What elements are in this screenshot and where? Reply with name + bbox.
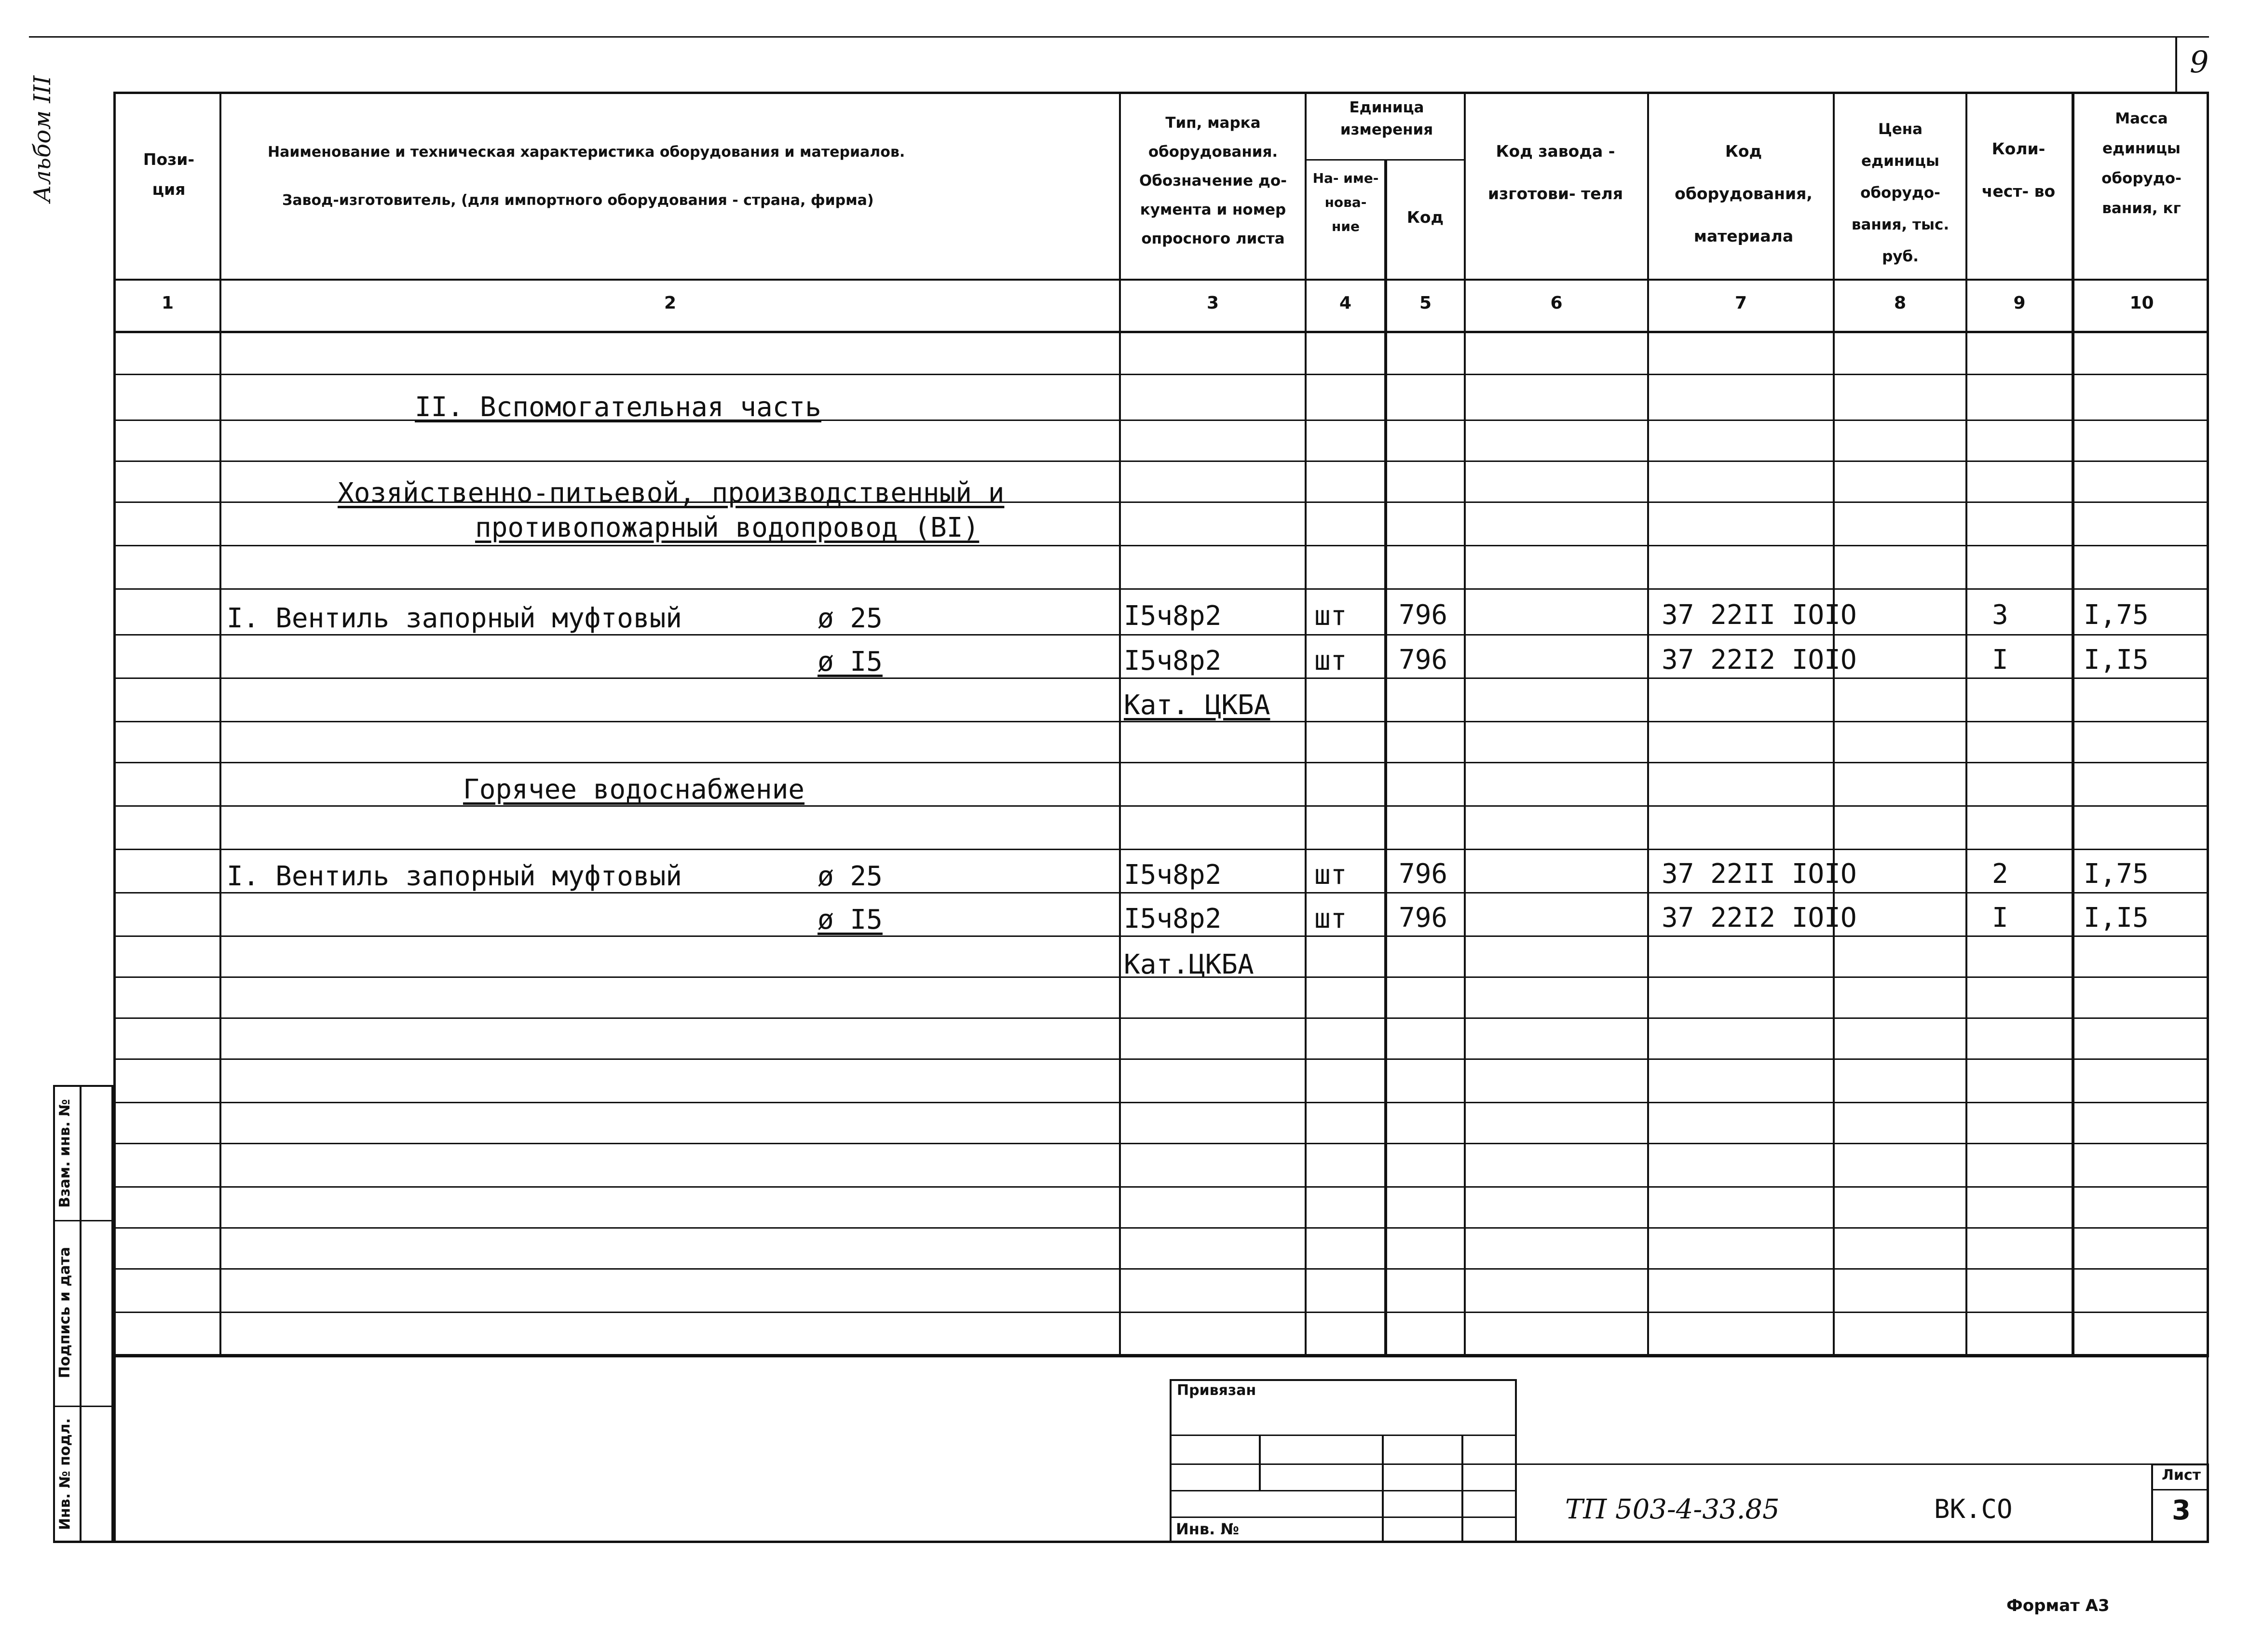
row-line <box>113 1143 2209 1144</box>
subsection1-line2: противопожарный водопровод (BI) <box>475 512 980 543</box>
item-qty: I <box>1992 644 2008 676</box>
header-equip-code: Код оборудования, материала <box>1675 142 1813 245</box>
sheet-corner-number: 9 <box>2190 44 2209 80</box>
subsection1-line1: Хозяйственно-питьевой, производственный и <box>338 477 1005 509</box>
privyazan-label: Привязан <box>1177 1382 1256 1399</box>
item-qty: 2 <box>1992 858 2008 890</box>
item-unit: шт <box>1314 645 1347 677</box>
colnum-2: 2 <box>664 293 677 313</box>
item-unit-code: 796 <box>1399 902 1448 934</box>
catalog-ref: Кат. ЦКБА <box>1124 690 1270 721</box>
item-name: I. Вентиль запорный муфтовый <box>227 603 682 634</box>
col-line-5 <box>1464 92 1466 1357</box>
item-type: I5ч8р2 <box>1124 645 1222 677</box>
row-line <box>113 849 2209 850</box>
row-line <box>113 721 2209 722</box>
header-unit-code: Код <box>1406 208 1444 227</box>
colnum-3: 3 <box>1206 293 1219 313</box>
row-line <box>113 374 2209 375</box>
left-border-lower <box>113 1085 116 1543</box>
side-podpis: Подпись и дата <box>56 1246 73 1379</box>
colnum-8: 8 <box>1894 293 1907 313</box>
item-qty: I <box>1992 902 2008 934</box>
catalog-ref: Кат.ЦКБА <box>1124 949 1254 980</box>
colnum-4: 4 <box>1339 293 1352 313</box>
col-line-9 <box>2072 92 2074 1357</box>
title-strip-top <box>1517 1463 2209 1465</box>
header-type: Тип, марка оборудования. Обозначение до- кумента и номер опросного листа <box>1139 114 1287 247</box>
sheet-number: 3 <box>2172 1495 2191 1526</box>
row-line <box>113 588 2209 590</box>
item-unit-code: 796 <box>1399 644 1448 676</box>
bottom-border <box>53 1541 2209 1543</box>
header-qty: Коли- чест- во <box>1981 139 2056 201</box>
privyazan-col <box>1382 1435 1384 1543</box>
header-mass: Масса единицы оборудо- вания, кг <box>2101 110 2182 217</box>
privyazan-block <box>1170 1379 1517 1543</box>
table-bottom-line <box>113 1354 2209 1356</box>
item-mass: I,75 <box>2084 599 2149 631</box>
doc-mark: ВК.СО <box>1934 1494 2013 1524</box>
row-line <box>113 634 2209 636</box>
row-line <box>113 1268 2209 1270</box>
item-unit: шт <box>1314 600 1347 632</box>
col-line-3 <box>1305 92 1307 1357</box>
format-label: Формат А3 <box>2006 1596 2110 1615</box>
row-line <box>113 1017 2209 1019</box>
row-line <box>113 1312 2209 1313</box>
colnum-6: 6 <box>1550 293 1563 313</box>
item-unit-code: 796 <box>1399 599 1448 631</box>
privyazan-col <box>1461 1435 1463 1543</box>
album-mark: Альбом III <box>29 75 56 203</box>
colnum-1: 1 <box>161 293 174 313</box>
header-price: Цена единицы оборудо- вания, тыс. руб. <box>1851 121 1950 265</box>
colnum-5: 5 <box>1419 293 1432 313</box>
top-rule <box>29 36 2209 38</box>
item-name: I. Вентиль запорный муфтовый <box>227 861 682 892</box>
side-vzam: Взам. инв. № <box>56 1099 73 1208</box>
item-unit: шт <box>1314 903 1347 934</box>
part-title: II. Вспомогательная часть <box>415 392 821 423</box>
side-stamp-divider <box>80 1085 82 1543</box>
item-mass: I,I5 <box>2084 902 2149 934</box>
header-name-line1: Наименование и техническая характеристика оборудования и материалов. <box>268 144 905 161</box>
header-unit-name: На- име- нова- ние <box>1312 170 1379 234</box>
header-factory-code: Код завода - изготови- теля <box>1487 142 1623 203</box>
item-unit: шт <box>1314 859 1347 891</box>
col-line-6 <box>1647 92 1649 1357</box>
row-line <box>113 1227 2209 1229</box>
row-line <box>113 892 2209 894</box>
item-diameter: ø I5 <box>818 904 883 935</box>
privyazan-sep <box>1170 1490 1517 1491</box>
colnum-10: 10 <box>2129 293 2154 313</box>
row-line <box>113 762 2209 763</box>
item-mass: I,I5 <box>2084 644 2149 676</box>
item-diameter: ø 25 <box>818 861 883 892</box>
item-type: I5ч8р2 <box>1124 859 1222 891</box>
right-border <box>2207 92 2209 1543</box>
privyazan-sep <box>1170 1463 1517 1465</box>
doc-code: ТП 503-4-33.85 <box>1565 1494 1780 1525</box>
col-line-8 <box>1965 92 1967 1357</box>
inv-label: Инв. № <box>1176 1520 1239 1538</box>
sheet-box-sep <box>2151 1489 2209 1490</box>
row-line <box>113 1102 2209 1103</box>
item-equip-code: 37 22I2 IOIO <box>1662 644 1857 676</box>
header-bottom-line <box>113 279 2209 281</box>
item-unit-code: 796 <box>1399 858 1448 890</box>
privyazan-sep <box>1170 1517 1517 1518</box>
header-position: Пози- ция <box>143 150 195 199</box>
privyazan-sep <box>1170 1435 1517 1436</box>
item-mass: I,75 <box>2084 858 2149 890</box>
header-name-line2: Завод-изготовитель, (для импортного оборудования - страна, фирма) <box>282 192 874 209</box>
side-stamp-sep <box>53 1406 113 1407</box>
item-diameter: ø 25 <box>818 603 883 634</box>
corner-box-left <box>2175 36 2177 93</box>
item-equip-code: 37 22I2 IOIO <box>1662 902 1857 934</box>
row-line <box>113 677 2209 679</box>
item-equip-code: 37 22II IOIO <box>1662 858 1857 890</box>
colnum-7: 7 <box>1734 293 1747 313</box>
unit-group-divider <box>1305 159 1464 161</box>
subsection2-title: Горячее водоснабжение <box>463 774 805 805</box>
item-type: I5ч8р2 <box>1124 600 1222 632</box>
spec-table-frame <box>113 92 2209 1357</box>
row-line <box>113 935 2209 937</box>
item-diameter: ø I5 <box>818 646 883 677</box>
row-line <box>113 545 2209 546</box>
row-line <box>113 805 2209 807</box>
col-line-4 <box>1384 159 1387 1357</box>
item-qty: 3 <box>1992 599 2008 631</box>
item-equip-code: 37 22II IOIO <box>1662 599 1857 631</box>
item-type: I5ч8р2 <box>1124 903 1222 934</box>
colnum-bottom-line <box>113 331 2209 333</box>
colnum-9: 9 <box>2013 293 2026 313</box>
col-line-1 <box>219 92 221 1357</box>
col-line-7 <box>1833 92 1835 1357</box>
row-line <box>113 460 2209 462</box>
sheet-label: Лист <box>2161 1467 2201 1484</box>
row-line <box>113 1058 2209 1060</box>
row-line <box>113 1186 2209 1188</box>
col-line-2 <box>1119 92 1121 1357</box>
header-unit-group: Единица измерения <box>1340 99 1433 138</box>
privyazan-col <box>1259 1435 1261 1490</box>
side-inv: Инв. № подл. <box>56 1418 74 1530</box>
